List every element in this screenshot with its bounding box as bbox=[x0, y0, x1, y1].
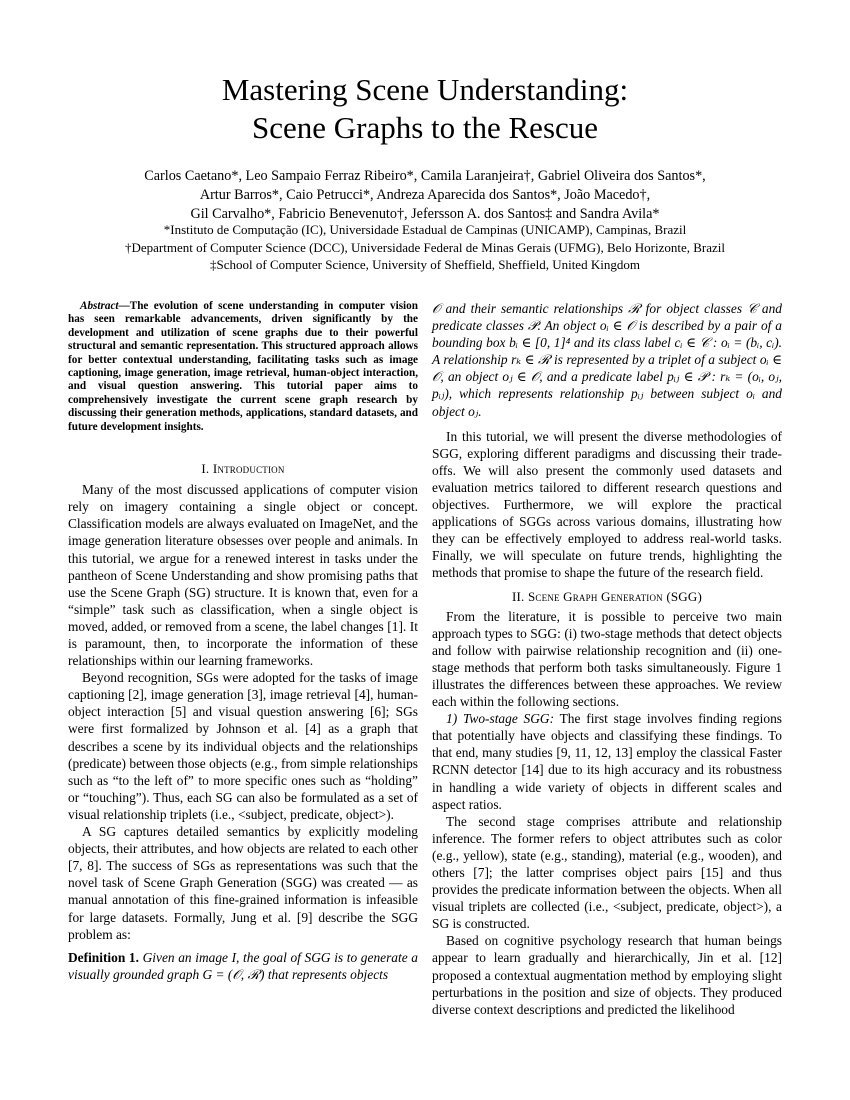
section-title: Introduction bbox=[212, 461, 285, 477]
affiliation-2: †Department of Computer Science (DCC), Universidade Federal de Minas Gerais (UFMG), Belo Horizonte, Brazil bbox=[124, 239, 725, 255]
abstract-text: The evolution of scene understanding in computer vision has seen remarkable advancements, driven significantly by the development and utilization of scene graphs due to their powerful structural and semantic representation. This structured approach allows for better contextual understanding, facilitating tasks such as image captioning, image generation, image retrieval, human-object interaction, and visual question answering. This tutorial paper aims to comprehensively investigate the current scene graph research by discussing their generation methods, applications, standard datasets, and future development insights. bbox=[68, 300, 418, 433]
section-number: II. bbox=[512, 588, 525, 604]
author-list bbox=[0, 167, 850, 225]
abstract-label: Abstract bbox=[80, 300, 119, 312]
subsection-label: 1) Two-stage SGG: bbox=[446, 711, 555, 727]
section-number: I. bbox=[201, 461, 210, 477]
title-line-1: Mastering Scene Understanding: bbox=[221, 72, 629, 107]
definition-1 bbox=[68, 949, 418, 983]
definition-text-left: Given an image I, the goal of SGG is to generate a visually grounded graph G = (𝒪, ℛ) that represents objects bbox=[68, 949, 418, 982]
abstract-dash: — bbox=[118, 300, 130, 312]
sgg-paragraph-2-text: The first stage involves finding regions that potentially have objects and classifying these findings. To that end, many studies [9, 11, 12, 13] employ the classical Faster RCNN detector [14] due to its high accuracy and its robustness in handling a wide variety of objects in different scales and aspect ratios. bbox=[432, 711, 782, 812]
affiliations bbox=[0, 221, 850, 274]
authors-line-2: Artur Barros*, Caio Petrucci*, Andreza Aparecida dos Santos*, João Macedo†, bbox=[199, 187, 651, 204]
title-line-2: Scene Graphs to the Rescue bbox=[251, 110, 599, 145]
authors-line-3: Gil Carvalho*, Fabricio Benevenuto†, Jefersson A. dos Santos‡ and Sandra Avila* bbox=[190, 206, 660, 223]
affiliation-1: *Instituto de Computação (IC), Universidade Estadual de Campinas (UNICAMP), Campinas, Brazil bbox=[163, 222, 687, 237]
intro-paragraph-4: In this tutorial, we will present the diverse methodologies of SGG, exploring different paradigms and discussing their trade-offs. We will also present the commonly used datasets and evaluation metrics tailored to different research questions and objectives. Furthermore, we will explore the practical applications of SGGs across various domains, illustrating how they can be effectively employed to address real-world tasks. Finally, we will speculate on future trends, highlighting the methods that promise to shape the future of the research field. bbox=[432, 428, 782, 581]
definition-text-right: 𝒪 and their semantic relationships ℛ for object classes 𝒞 and predicate classes 𝒫. An object oᵢ ∈ 𝒪 is described by a pair of a bounding box bᵢ ∈ [0, 1]⁴ and its class label cᵢ ∈ 𝒞 : oᵢ = (bᵢ, cᵢ). A relationship rₖ ∈ ℛ is represented by a triplet of a subject oᵢ ∈ 𝒪, an object oⱼ ∈ 𝒪, and a predicate label pᵢⱼ ∈ 𝒫 : rₖ = (oᵢ, oⱼ, pᵢⱼ), which represents relationship pᵢⱼ between subject oᵢ and object oⱼ. bbox=[432, 301, 782, 419]
sgg-paragraph-4: Based on cognitive psychology research that human beings appear to learn gradually and hierarchically, Jin et al. [12] proposed a contextual augmentation method by employing slight perturbations in the position and size of objects. They produced diverse context descriptions and predicted the likelihood bbox=[432, 933, 782, 1017]
sgg-paragraph-3: The second stage comprises attribute and relationship inference. The former refers to object attributes such as color (e.g., yellow), state (e.g., standing), material (e.g., wooden), and others [7]; the latter comprises object pairs [15] and thus provides the predicate information between the objects. When all visual triplets are collected (i.e., <subject, predicate, object>), a SG is constructed. bbox=[432, 813, 782, 932]
sgg-paragraph-2 bbox=[432, 710, 782, 813]
paper-title bbox=[0, 71, 850, 147]
section-title: Scene Graph Generation (SGG) bbox=[527, 588, 702, 604]
abstract bbox=[68, 300, 418, 434]
intro-paragraph-2: Beyond recognition, SGs were adopted for the tasks of image captioning [2], image generation [3], image retrieval [4], human-object interaction [5] and visual question answering [6]; SGs were first formalized by Johnson et al. [4] as a graph that describes a scene by its individual objects and the relationships (predicate) between those objects (e.g., from simple relationships such as “to the left of” to more specific ones such as “holding” or “touching”). Thus, each SG can also be formulated as a set of visual relationship triplets (i.e., <subject, predicate, object>). bbox=[68, 670, 418, 822]
affiliation-3: ‡School of Computer Science, University of Sheffield, Sheffield, United Kingdom bbox=[210, 257, 640, 273]
right-column bbox=[432, 300, 782, 1018]
intro-paragraph-3: A SG captures detailed semantics by explicitly modeling objects, their attributes, and how objects are related to each other [7, 8]. The success of SGs as representations was such that the novel task of Scene Graph Generation (SGG) was created — as manual annotation of this fine-grained information is infeasible for large datasets. Formally, Jung et al. [9] describe the SGG problem as: bbox=[68, 824, 418, 942]
section-heading-introduction bbox=[68, 460, 418, 477]
section-heading-sgg bbox=[432, 588, 782, 605]
intro-paragraph-1: Many of the most discussed applications of computer vision rely on imagery containing a single object or concept. Classification models are always evaluated on ImageNet, and the image generation literature obsesses over people and animals. In this tutorial, we argue for a renewed interest in tasks under the pantheon of Scene Understanding and show promising paths that use the Scene Graph (SG) structure. It is known that, even for a “simple” task such as classification, when a single object is moved, added, or removed from a scene, the label changes [1]. It is paramount, then, to incorporate the information of these relationships within our learning frameworks. bbox=[68, 482, 418, 669]
definition-label: Definition 1. bbox=[68, 949, 139, 965]
sgg-paragraph-1: From the literature, it is possible to perceive two main approach types to SGG: (i) two-stage methods that detect objects and follow with pairwise relationship recognition and (ii) one-stage methods that perform both tasks simultaneously. Figure 1 illustrates the differences between these approaches. We review each within the following sections. bbox=[432, 608, 782, 710]
authors-line-1: Carlos Caetano*, Leo Sampaio Ferraz Ribeiro*, Camila Laranjeira†, Gabriel Oliveira dos Santos*, bbox=[144, 168, 706, 184]
left-column bbox=[68, 300, 418, 983]
